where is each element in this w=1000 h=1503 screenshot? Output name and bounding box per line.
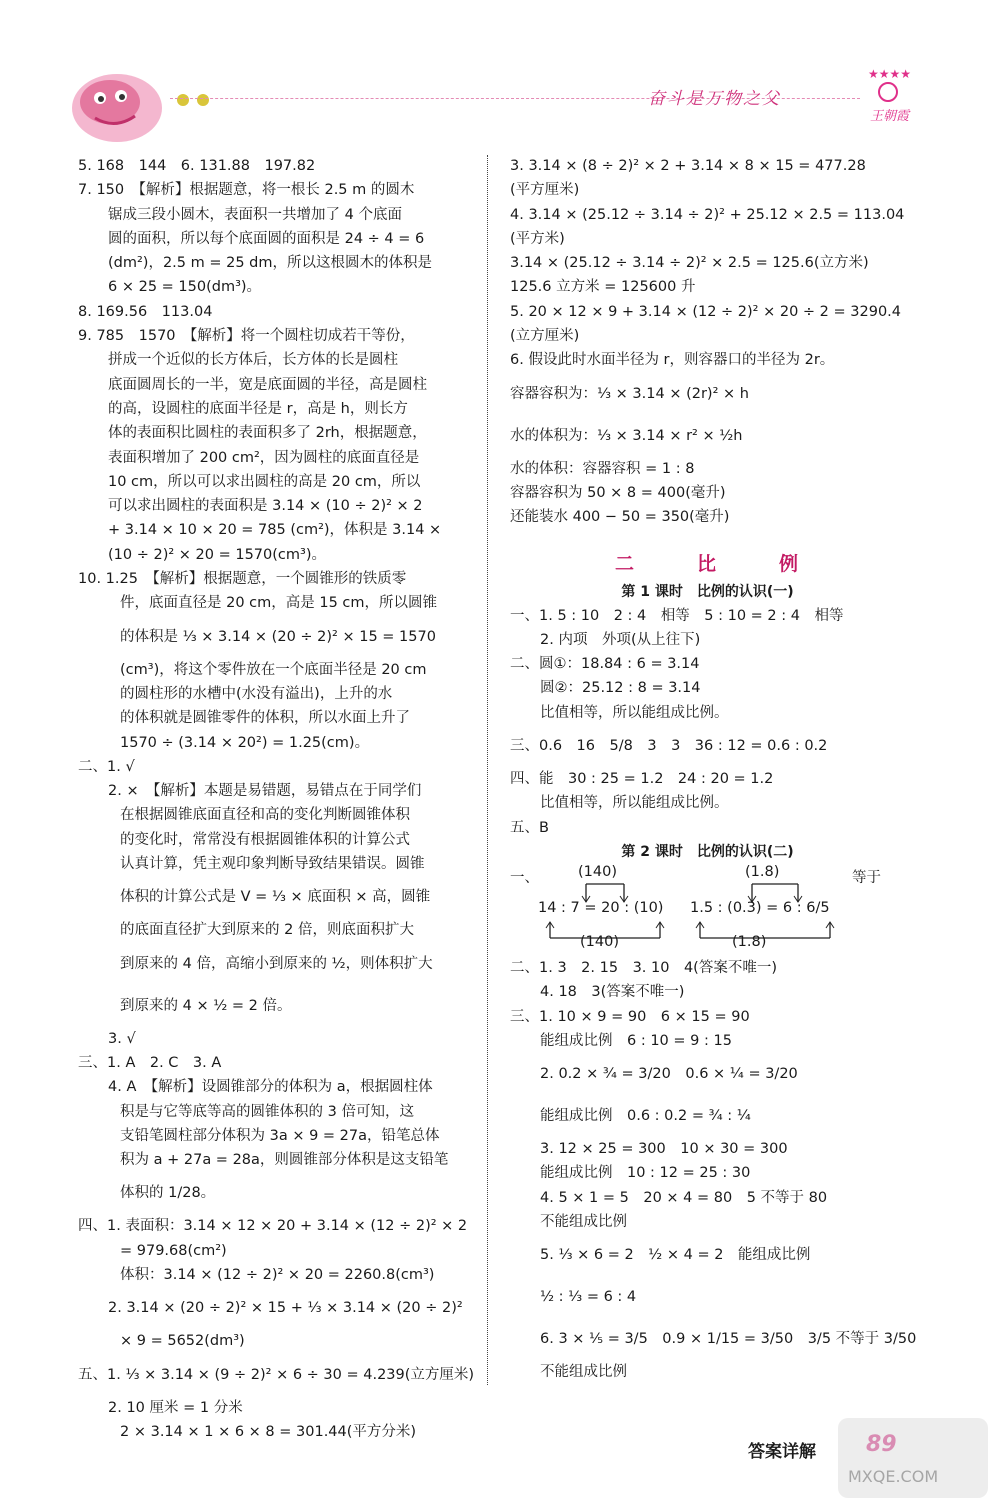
right-answer-line: 4. 3.14 × (25.12 ÷ 3.14 ÷ 2)² + 25.12 × 2.5 = 113.04 [510,206,905,223]
left-answer-line: 三、1. A 2. C 3. A [78,1054,222,1071]
left-answer-line: 体积的 1/28。 [120,1185,216,1202]
right-column [510,154,917,1385]
lesson2-answer-line: 能组成比例 6 : 10 = 9 : 15 [540,1032,732,1049]
right-answer-line: 125.6 立方米 = 125600 升 [510,279,696,296]
left-answer-line: 体积：3.14 × (12 ÷ 2)² × 20 = 2260.8(cm³) [120,1266,435,1283]
left-answer-line: 拼成一个近似的长方体后，长方体的长是圆柱 [108,352,398,369]
left-column [78,154,473,1444]
left-answer-line: 3. √ [108,1030,136,1047]
left-answer-line: 在根据圆锥底面直径和高的变化判断圆锥体积 [120,807,410,824]
watermark-logo-icon [838,1418,988,1498]
left-answer-line: 表面积增加了 200 cm²，因为圆柱的底面直径是 [108,449,420,466]
left-answer-line: 到原来的 4 × ½ = 2 倍。 [120,997,292,1014]
ratio-bottom-label-2: (1.8) [732,933,767,950]
lesson1-answer-line: 2. 内项 外项(从上往下) [540,631,701,648]
lesson1-answer-line: 圆②：25.12 : 8 = 3.14 [540,680,701,697]
left-answer-line: 五、1. ⅓ × 3.14 × (9 ÷ 2)² × 6 ÷ 30 = 4.239(立方厘米) [78,1366,475,1383]
svg-text:★★★★: ★★★★ [868,67,912,81]
left-answer-line: (dm²)，2.5 m = 25 dm，所以这根圆木的体积是 [108,255,433,272]
lesson2-answer-line: 二、1. 3 2. 15 3. 10 4(答案不唯一) [510,959,777,976]
left-answer-line: 圆的面积，所以每个底面圆的面积是 24 ÷ 4 = 6 [108,230,425,247]
left-answer-line: 积是与它等底等高的圆锥体积的 3 倍可知，这 [120,1103,414,1120]
left-answer-line: 5. 168 144 6. 131.88 197.82 [78,158,316,174]
ratio-equation-2: 1.5 : (0.3) = 6 : 6/5 [690,899,830,916]
header-slogan: 奋斗是万物之父 [648,89,781,109]
lesson1-answer-line: 二、圆①：18.84 : 6 = 3.14 [510,656,700,673]
left-answer-line: 件，底面直径是 20 cm，高是 15 cm，所以圆锥 [120,595,438,612]
left-answer-line: 4. A 【解析】设圆锥部分的体积为 a，根据圆柱体 [108,1079,433,1096]
lesson2-answer-line: 3. 12 × 25 = 300 10 × 30 = 300 [540,1141,788,1158]
page-number: 89 [866,1432,897,1457]
left-answer-line: 的圆柱形的水槽中(水没有溢出)，上升的水 [120,685,393,702]
lesson2-answer-line: 不能组成比例 [540,1214,627,1231]
right-answer-line: 3.14 × (25.12 ÷ 3.14 ÷ 2)² × 2.5 = 125.6(立方米) [510,255,869,272]
left-answer-line: 可以求出圆柱的表面积是 3.14 × (10 ÷ 2)² × 2 [108,498,423,515]
lesson2-answer-line: 能组成比例 10 : 12 = 25 : 30 [540,1165,751,1182]
right-answer-line: 5. 20 × 12 × 9 + 3.14 × (12 ÷ 2)² × 20 ÷ 2 = 3290.4 [510,303,902,320]
footer-label: 答案详解 [748,1442,816,1462]
lesson2-answer-line: 5. ⅓ × 6 = 2 ½ × 4 = 2 能组成比例 [540,1247,811,1264]
left-answer-line: 到原来的 4 倍，高缩小到原来的 ½，则体积扩大 [120,955,433,972]
ratio-equation-1: 14 : 7 = 20 : (10) [538,899,664,916]
lesson2-answer-line: 4. 18 3(答案不唯一) [540,984,685,1001]
right-answer-line: 3. 3.14 × (8 ÷ 2)² × 2 + 3.14 × 8 × 15 = 477.28 [510,158,866,174]
lesson2-answer-line: 不能组成比例 [540,1364,627,1381]
left-answer-line: 1570 ÷ (3.14 × 20²) = 1.25(cm)。 [120,734,370,751]
left-answer-line: 积为 a + 27a = 28a，则圆锥部分体积是这支铅笔 [120,1152,449,1169]
left-answer-line: 8. 169.56 113.04 [78,303,213,320]
left-answer-line: 7. 150 【解析】根据题意，将一根长 2.5 m 的圆木 [78,182,415,199]
left-answer-line: 2 × 3.14 × 1 × 6 × 8 = 301.44(平方分米) [120,1423,417,1440]
ratio-bottom-label-1: (140) [580,933,619,950]
left-answer-line: 2. × 【解析】本题是易错题，易错点在于同学们 [108,783,422,800]
lesson2-answer-line: 三、1. 10 × 9 = 90 6 × 15 = 90 [510,1008,750,1025]
lesson2-answer-line: 4. 5 × 1 = 5 20 × 4 = 80 5 不等于 80 [540,1189,828,1206]
left-answer-line: 2. 3.14 × (20 ÷ 2)² × 15 + ⅓ × 3.14 × (20 ÷ 2)² [108,1300,463,1317]
left-answer-line: 锯成三段小圆木，表面积一共增加了 4 个底面 [108,206,402,223]
left-answer-line: 认真计算，凭主观印象判断导致结果错误。圆锥 [120,856,425,873]
left-answer-line: 10. 1.25 【解析】根据题意，一个圆锥形的铁质零 [78,571,407,588]
right-answer-line: (平方米) [510,230,565,247]
svg-text:MXQE.COM: MXQE.COM [848,1467,939,1486]
left-answer-line: 的体积是 ⅓ × 3.14 × (20 ÷ 2)² × 15 = 1570 [120,628,436,645]
lesson1-answer-line: 三、0.6 16 5/8 3 3 36 : 12 = 0.6 : 0.2 [510,738,828,755]
svg-text:王朝霞: 王朝霞 [870,109,910,124]
ratio-top-label-2: (1.8) [745,863,780,880]
left-answer-line: 四、1. 表面积：3.14 × 12 × 20 + 3.14 × (12 ÷ 2)² × 2 [78,1218,468,1235]
ratio-equals: 等于 [852,869,881,886]
ratio-prefix: 一、 [510,869,539,886]
section-title: 二 比 例 [614,552,820,575]
right-answer-line: 容器容积为：⅓ × 3.14 × (2r)² × h [510,385,749,402]
left-answer-line: = 979.68(cm²) [120,1242,227,1259]
lesson2-answer-line: 2. 0.2 × ¾ = 3/20 0.6 × ¼ = 3/20 [540,1066,798,1083]
lesson1-answer-line: 比值相等，所以能组成比例。 [540,795,729,812]
left-answer-line: + 3.14 × 10 × 20 = 785 (cm²)，体积是 3.14 × [108,522,442,539]
left-answer-line: 二、1. √ [78,758,135,775]
left-answer-line: 10 cm，所以可以求出圆柱的高是 20 cm，所以 [108,473,421,490]
lesson-title-2: 第 2 课时 比例的认识(二) [621,843,794,860]
ratio-diagram [510,864,905,956]
right-answer-line: (平方厘米) [510,182,580,199]
left-answer-line: 支铅笔圆柱部分体积为 3a × 9 = 27a，铅笔总体 [120,1127,440,1144]
left-answer-line: 9. 785 1570 【解析】将一个圆柱切成若干等份， [78,328,415,345]
lesson1-answer-line: 一、1. 5 : 10 2 : 4 相等 5 : 10 = 2 : 4 相等 [510,607,844,624]
ratio-top-label-1: (140) [578,863,617,880]
lesson2-answer-line: 能组成比例 0.6 : 0.2 = ¾ : ¼ [540,1108,751,1125]
right-answer-line: (立方厘米) [510,328,580,345]
left-answer-line: 体积的计算公式是 V = ⅓ × 底面积 × 高，圆锥 [120,889,431,906]
left-answer-line: 的变化时，常常没有根据圆锥体积的计算公式 [120,831,410,848]
lesson-title-1: 第 1 课时 比例的认识(一) [621,583,794,600]
right-answer-line: 容器容积为 50 × 8 = 400(毫升) [510,484,726,501]
left-answer-line: 的底面直径扩大到原来的 2 倍，则底面积扩大 [120,922,414,939]
column-divider [487,155,488,1385]
lesson2-answer-line: ½ : ⅓ = 6 : 4 [540,1289,637,1306]
left-answer-line: 体的表面积比圆柱的表面积多了 2rh，根据题意， [108,425,427,442]
right-answer-line: 水的体积：容器容积 = 1 : 8 [510,460,695,477]
lesson1-answer-line: 五、B [510,819,549,836]
right-answer-line: 6. 假设此时水面半径为 r，则容器口的半径为 2r。 [510,352,835,369]
left-answer-line: (cm³)，将这个零件放在一个底面半径是 20 cm [120,661,427,678]
lesson1-answer-line: 四、能 30 : 25 = 1.2 24 : 20 = 1.2 [510,771,774,788]
lesson2-answer-line: 6. 3 × ⅕ = 3/5 0.9 × 1/15 = 3/50 3/5 不等于 3/50 [540,1331,917,1348]
left-answer-line: 2. 10 厘米 = 1 分米 [108,1399,243,1416]
lesson1-answer-line: 比值相等，所以能组成比例。 [540,704,729,721]
left-answer-line: 的高，设圆柱的底面半径是 r，高是 h，则长方 [108,400,408,417]
right-answer-line: 还能装水 400 − 50 = 350(毫升) [510,509,730,526]
left-answer-line: 6 × 25 = 150(dm³)。 [108,279,262,296]
left-answer-line: 底面圆周长的一半，宽是底面圆的半径，高是圆柱 [108,376,427,393]
left-answer-line: (10 ÷ 2)² × 20 = 1570(cm³)。 [108,546,326,563]
right-answer-line: 水的体积为：⅓ × 3.14 × r² × ½h [510,427,743,444]
left-answer-line: 的体积就是圆锥零件的体积，所以水面上升了 [120,710,410,727]
left-answer-line: × 9 = 5652(dm³) [120,1333,245,1350]
